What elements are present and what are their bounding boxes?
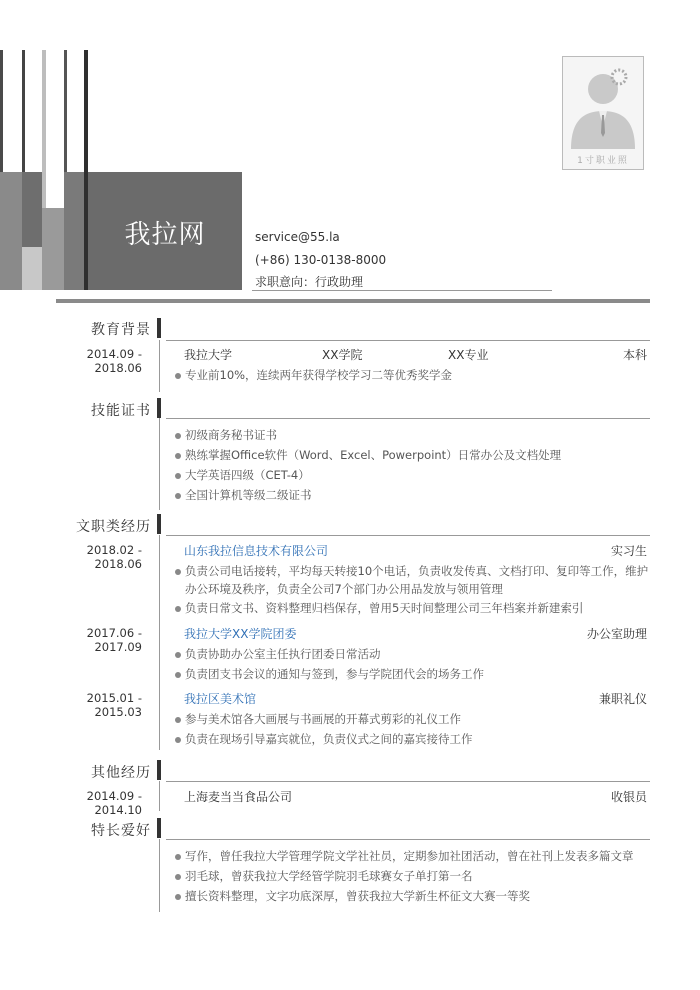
degree: 本科: [622, 348, 647, 362]
candidate-name: 我拉网: [124, 220, 206, 250]
job-role: 兼职礼仪: [598, 692, 647, 706]
job-objective: 求职意向：行政助理: [255, 275, 364, 289]
school-name: 我拉大学: [184, 348, 233, 362]
timeline-line: [159, 839, 160, 912]
college-name: XX学院: [322, 348, 363, 362]
job-date: 2018.02 - 2018.06: [86, 543, 142, 571]
section-marker: [157, 398, 161, 418]
photo-caption: 1寸职业照: [577, 156, 629, 166]
email: service@55.la: [255, 230, 340, 244]
job-date: 2017.06 - 2017.09: [86, 626, 142, 654]
section-marker: [157, 760, 161, 780]
section-marker: [157, 818, 161, 838]
job-org: 我拉区美术馆: [184, 692, 257, 706]
section-marker: [157, 514, 161, 534]
photo-placeholder: [562, 56, 644, 170]
job-org: 我拉大学XX学院团委: [184, 627, 297, 641]
section-rule: [166, 340, 650, 341]
section-title-other: 其他经历: [91, 765, 151, 781]
timeline-line: [159, 418, 160, 510]
timeline-line: [159, 781, 160, 811]
other-date: 2014.09 - 2014.10: [86, 789, 142, 817]
job-org: 山东我拉信息技术有限公司: [184, 544, 329, 558]
education-date: 2014.09 - 2018.06: [86, 347, 142, 375]
major-name: XX专业: [448, 348, 489, 362]
section-title-experience: 文职类经历: [76, 519, 151, 535]
section-marker: [157, 318, 161, 338]
person-icon: [563, 57, 643, 149]
job-role: 实习生: [610, 544, 647, 558]
header-divider: [56, 299, 650, 303]
timeline-line: [159, 535, 160, 750]
other-role: 收银员: [610, 790, 647, 804]
section-rule: [166, 781, 650, 782]
timeline-line: [159, 340, 160, 392]
section-title-education: 教育背景: [91, 322, 151, 338]
section-rule: [166, 535, 650, 536]
section-title-hobbies: 特长爱好: [91, 823, 151, 839]
contact-underline: [252, 290, 552, 291]
other-org: 上海麦当当食品公司: [184, 790, 293, 804]
phone: (+86) 130-0138-8000: [255, 253, 387, 267]
section-title-skills: 技能证书: [91, 403, 151, 419]
section-rule: [166, 839, 650, 840]
job-date: 2015.01 - 2015.03: [86, 691, 142, 719]
section-rule: [166, 418, 650, 419]
job-role: 办公室助理: [586, 627, 647, 641]
